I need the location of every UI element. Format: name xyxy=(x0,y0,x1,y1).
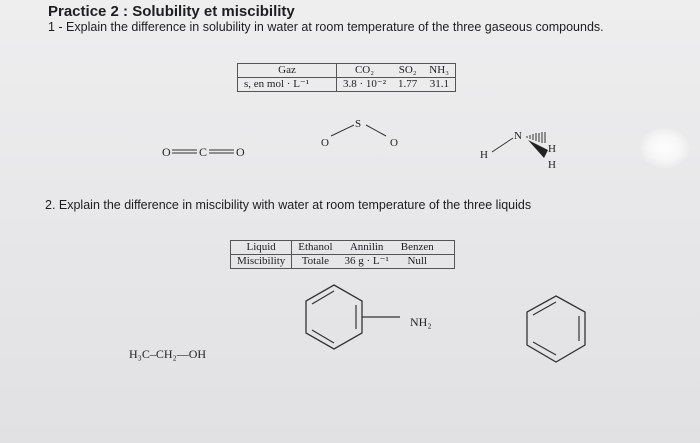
so2-o-right: O xyxy=(390,137,398,149)
table-cell: 31.1 xyxy=(423,78,455,92)
table-cell: Ethanol xyxy=(292,241,339,255)
benzene-molecule xyxy=(527,296,585,362)
table-cell: 3.8 · 10⁻² xyxy=(337,78,393,92)
nh3-h-bottom: H xyxy=(548,159,556,171)
table-header-liquid: Liquid xyxy=(231,241,292,255)
table-cell: Totale xyxy=(292,255,339,269)
table-cell: 36 g · L⁻¹ xyxy=(339,255,395,269)
table-header-gaz: Gaz xyxy=(238,64,337,78)
table-cell: Null xyxy=(395,255,454,269)
table-cell: Annilin xyxy=(339,241,395,255)
nh3-n: N xyxy=(514,130,522,142)
table-cell: SO₂ xyxy=(392,64,423,78)
aniline-molecule xyxy=(306,285,432,349)
co2-o-right: O xyxy=(236,145,245,159)
so2-o-left: O xyxy=(321,137,329,149)
table-header-solubility: s, en mol · L⁻¹ xyxy=(238,78,337,92)
table-cell: Benzen xyxy=(395,241,454,255)
nh3-molecule xyxy=(480,130,556,171)
table-cell: NH₃ xyxy=(423,64,455,78)
co2-molecule xyxy=(162,145,245,159)
question-1: 1 - Explain the difference in solubility in water at room temperature of the three gaseous compounds. xyxy=(48,20,604,34)
page-title: Practice 2 : Solubility et miscibility xyxy=(48,3,295,20)
co2-c: C xyxy=(199,145,208,159)
table-cell: CO₂ xyxy=(337,64,393,78)
so2-molecule xyxy=(321,118,398,149)
question-2: 2. Explain the difference in miscibility with water at room temperature of the three liquids xyxy=(45,198,532,212)
ethanol-formula: H₃C–CH₂—OH xyxy=(129,347,207,361)
table-header-miscibility: Miscibility xyxy=(231,255,292,269)
aniline-nh2: NH₂ xyxy=(410,315,432,329)
co2-o-left: O xyxy=(162,145,171,159)
table-cell: 1.77 xyxy=(392,78,423,92)
so2-s: S xyxy=(355,118,362,130)
nh3-h-left: H xyxy=(480,149,488,161)
nh3-h-right: H xyxy=(548,143,556,155)
